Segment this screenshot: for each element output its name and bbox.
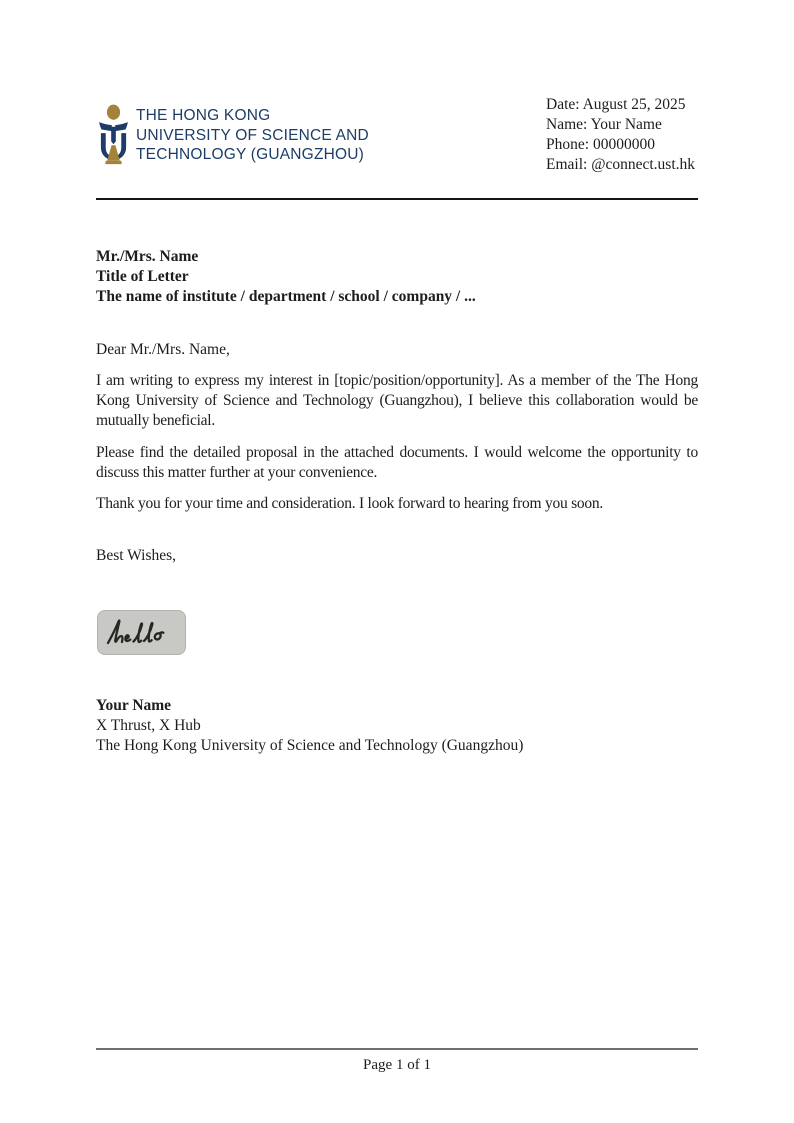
contact-phone (546, 135, 695, 155)
signature-block (96, 696, 698, 756)
contact-phone-value: 00000000 (592, 136, 655, 153)
recipient-block (96, 247, 698, 307)
recipient-organization: The name of institute / department / school / company / ... (96, 288, 476, 305)
contact-date-value: August 25, 2025 (582, 96, 686, 113)
paragraph-1: I am writing to express my interest in [topic/position/opportunity]. As a member of the The Hong Kong University of Science and Technology (Guangzhou), I believe this collaboration would be mutually beneficial. (96, 372, 698, 429)
contact-date-label: Date: (546, 96, 580, 113)
paragraph-3: Thank you for your time and consideration. I look forward to hearing from you soon. (96, 495, 603, 512)
signature-affiliation: X Thrust, X Hub (96, 717, 201, 734)
signature-name: Your Name (96, 697, 172, 714)
contact-name-label: Name: (546, 116, 588, 133)
university-wordmark (136, 106, 369, 165)
contact-email-label: Email: (546, 156, 588, 173)
paragraph-2: Please find the detailed proposal in the attached documents. I would welcome the opportunity to discuss this matter further at your convenience. (96, 444, 698, 481)
contact-email (546, 155, 695, 175)
wordmark-line-3: TECHNOLOGY (GUANGZHOU) (136, 146, 365, 164)
sender-contact-block (546, 95, 695, 175)
contact-phone-label: Phone: (546, 136, 590, 153)
page-number: Page 1 of 1 (363, 1057, 431, 1073)
header-divider (96, 198, 698, 200)
contact-name (546, 115, 695, 135)
recipient-title: Title of Letter (96, 268, 189, 285)
wordmark-line-1: THE HONG KONG (136, 107, 271, 124)
contact-name-value: Your Name (590, 116, 662, 133)
signature-image (97, 610, 186, 655)
salutation: Dear Mr./Mrs. Name, (96, 341, 230, 358)
signature-university: The Hong Kong University of Science and Technology (Guangzhou) (96, 737, 524, 754)
wordmark-line-2: UNIVERSITY OF SCIENCE AND (136, 126, 369, 144)
footer-divider (96, 1048, 698, 1050)
recipient-name: Mr./Mrs. Name (96, 248, 199, 265)
hkust-gz-emblem-icon (97, 104, 130, 167)
closing-phrase: Best Wishes, (96, 547, 177, 564)
contact-date (546, 95, 695, 115)
contact-email-value: @connect.ust.hk (591, 156, 696, 173)
